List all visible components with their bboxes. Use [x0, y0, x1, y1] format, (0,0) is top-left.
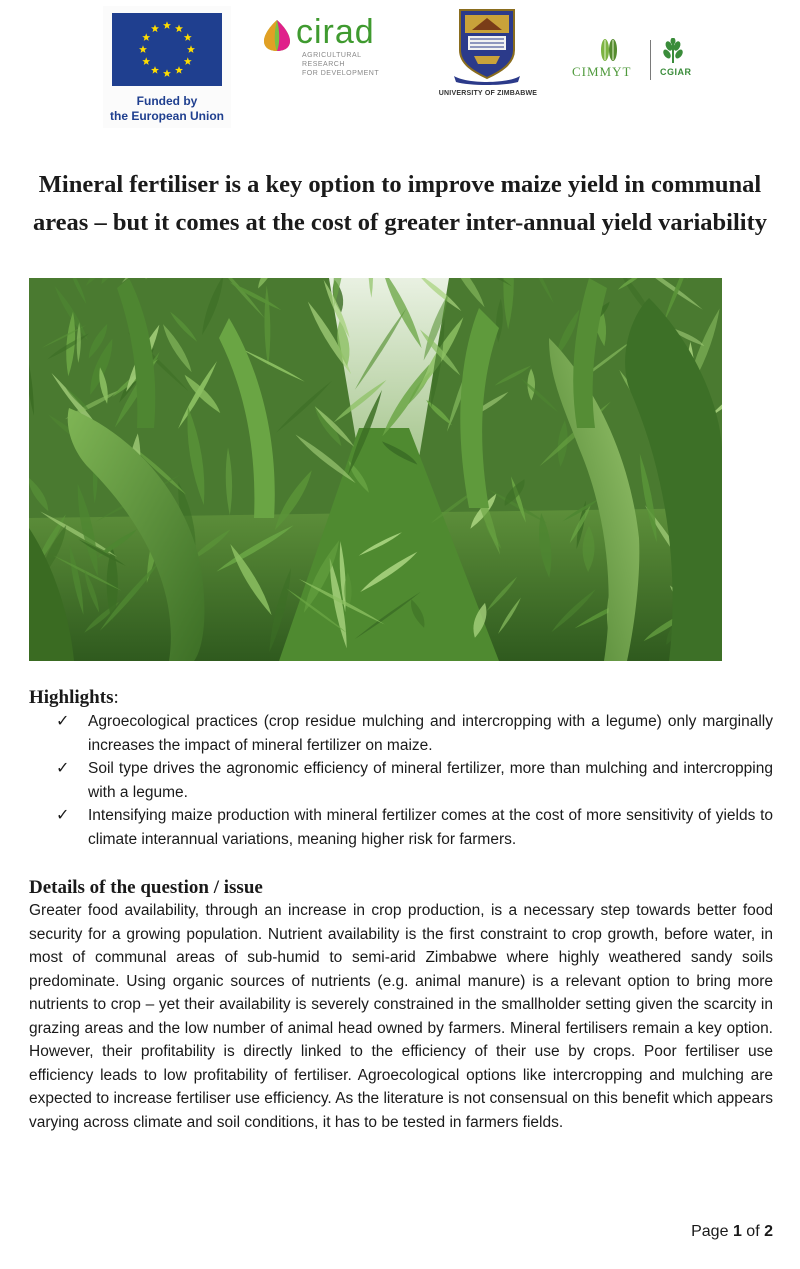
cgiar-wheat-icon: [658, 38, 688, 64]
cimmyt-cgiar-logo: [572, 36, 697, 82]
cimmyt-wordmark: CIMMYT: [572, 64, 632, 79]
eu-caption-line1: Funded by: [136, 94, 198, 108]
highlights-list: [56, 710, 773, 851]
highlights-heading-colon: :: [113, 687, 119, 708]
cirad-tagline-line1: AGRICULTURAL RESEARCH: [302, 52, 362, 68]
university-of-zimbabwe-logo: [436, 6, 540, 102]
highlights-heading: [29, 686, 119, 710]
page-total: 2: [764, 1223, 773, 1240]
checkmark-icon: ✓: [56, 807, 70, 824]
highlight-text: Intensifying maize production with mineral fertilizer comes at the cost of more sensitivity of yields to climate interannual variations, meaning higher risk for farmers.: [88, 807, 773, 848]
maize-field-photo: [29, 278, 722, 661]
cirad-tagline-line2: FOR DEVELOPMENT: [302, 70, 380, 77]
page-number: [640, 1221, 773, 1243]
details-heading: Details of the question / issue: [29, 877, 263, 898]
cirad-tagline: [302, 51, 392, 78]
highlights-heading-text: Highlights: [29, 687, 114, 708]
cgiar-wordmark: CGIAR: [660, 67, 692, 77]
list-item: [56, 804, 773, 851]
logo-divider: [650, 40, 651, 80]
page-word: Page: [691, 1223, 729, 1240]
cirad-wordmark: cirad: [296, 13, 375, 51]
cirad-leaf-icon: [262, 18, 292, 52]
uz-caption: UNIVERSITY OF ZIMBABWE: [438, 90, 538, 97]
cirad-logo: [262, 13, 392, 77]
details-body: Greater food availability, through an increase in crop production, is a necessary step towards better food security for a growing population. Nutrient availability is the first constraint to crop growth, before water, in most of communal areas of sub-humid to semi-arid Zimbabwe where highly weathered sandy soils predominate. Using organic sources of nutrients (e.g. animal manure) is a relevant option to bring more nutrients to crop – yet their availability is severely constrained in the smallholder setting given the scarcity in grazing areas and the low number of animal head owned by farmers. Mineral fertilisers remain a key option. However, their profitability is directly linked to the efficiency of their use by crops. Poor fertiliser use efficiency leads to low profitability of fertiliser. Agroecological options like intercropping and mulching are expected to increase fertiliser use efficiency. As the literature is not consensual on this benefit which appears varying across climate and soil conditions, it has to be tested in farmers fields.: [29, 902, 773, 1131]
page-of-word: of: [746, 1223, 760, 1240]
logo-strip: [0, 0, 800, 135]
uz-crest-icon: [452, 6, 522, 86]
maize-field-icon: [29, 278, 722, 661]
highlight-text: Soil type drives the agronomic efficiency of mineral fertilizer, more than mulching and intercropping with a legume.: [88, 760, 773, 801]
page-title: Mineral fertiliser is a key option to improve maize yield in communal areas – but it comes at the cost of greater inter-annual yield variability: [33, 171, 767, 236]
checkmark-icon: ✓: [56, 713, 70, 730]
page-current: 1: [732, 1223, 742, 1240]
eu-logo: [103, 6, 231, 128]
list-item: [56, 710, 773, 757]
eu-funding-caption: [103, 94, 231, 124]
checkmark-icon: ✓: [56, 760, 70, 777]
eu-flag-icon: [112, 13, 222, 86]
eu-caption-line2: the European Union: [110, 109, 224, 123]
highlight-text: Agroecological practices (crop residue mulching and intercropping with a legume) only marginally increases the impact of mineral fertilizer on maize.: [88, 713, 773, 754]
cimmyt-maize-icon: [596, 38, 622, 62]
list-item: [56, 757, 773, 804]
